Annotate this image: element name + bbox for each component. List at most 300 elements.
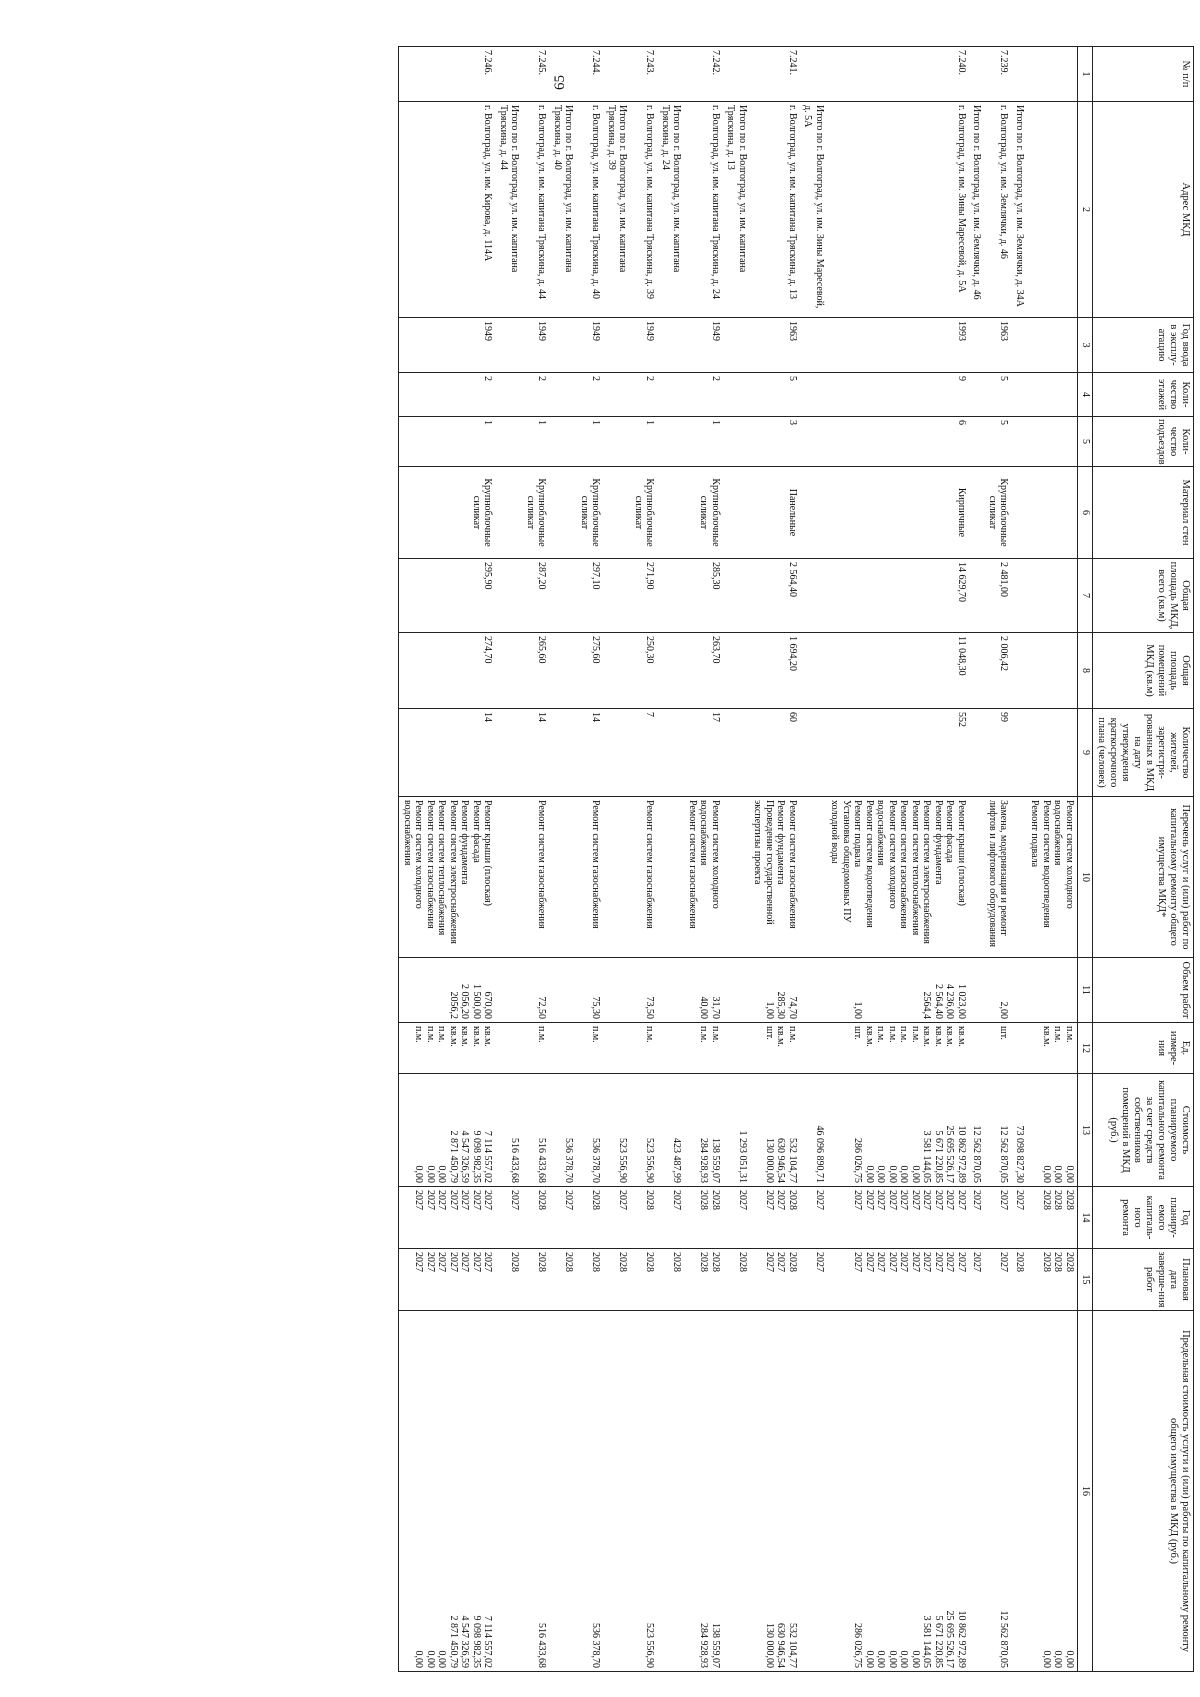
- cell-year-plan-line: 2027: [764, 1190, 775, 1210]
- total-row: [723, 47, 750, 1672]
- cell-entrances: [969, 417, 985, 467]
- table-row: [523, 47, 550, 1672]
- cell-cost-line: 0,00: [1041, 1165, 1052, 1183]
- cell-max-cost-line: 0,00: [1041, 1650, 1052, 1668]
- cell-entrances: [550, 417, 577, 467]
- cell-area-total: [496, 559, 523, 633]
- cell-cost: [604, 1074, 631, 1187]
- cell-residents: 14: [577, 709, 604, 797]
- cell-date-end-line: 2027: [448, 1252, 459, 1272]
- cell-cost-line: 2 871 450,79: [448, 1130, 459, 1183]
- cell-unit-line: шт.: [852, 1026, 864, 1040]
- cell-volume: [969, 958, 985, 1023]
- cell-year: 1949: [399, 318, 496, 373]
- cell-date-end: [985, 1249, 1012, 1311]
- cell-floors: 2: [399, 373, 496, 417]
- cell-volume-line: 2,00: [998, 1001, 1010, 1019]
- cell-works: [496, 797, 523, 958]
- col-number-4: 4: [1078, 373, 1093, 417]
- cell-date-end-line: 2027: [775, 1252, 787, 1272]
- col-number-2: 2: [1078, 102, 1093, 318]
- cell-max-cost-line: 25 695 526,17: [944, 1610, 956, 1668]
- cell-material: Кирпичные: [827, 467, 969, 559]
- cell-volume: [800, 958, 827, 1023]
- cell-works: [685, 797, 724, 958]
- col-number-16: 16: [1078, 1311, 1093, 1672]
- cell-num: 7.241.: [750, 47, 800, 102]
- cell-date-end-line: 2027: [971, 1252, 983, 1272]
- cell-year: 1949: [631, 318, 658, 373]
- cell-works-line: Ремонт систем холодного водоснабжения: [402, 800, 425, 909]
- cell-date-end: [1027, 1249, 1078, 1311]
- cell-entrances: 5: [985, 417, 1012, 467]
- cell-address: г. Волгоград, ул. им. Землячки, д. 46: [985, 102, 1012, 318]
- cell-date-end-line: 2028: [1041, 1252, 1052, 1272]
- cell-unit-line: п.м.: [1052, 1026, 1064, 1043]
- cell-date-end-line: 2028: [644, 1252, 656, 1272]
- cell-material: Крупноблочные силикат: [523, 467, 550, 559]
- cell-volume-line: [910, 961, 922, 1019]
- cell-cost-line: 516 433,68: [509, 1138, 521, 1183]
- cell-max-cost-line: 0,00: [875, 1650, 887, 1668]
- cell-year-plan-line: 2027: [921, 1190, 933, 1210]
- cell-works: [750, 797, 800, 958]
- cell-works-line: Ремонт систем холодного водоснабжения: [698, 800, 721, 909]
- cell-volume: [750, 958, 800, 1023]
- cell-max-cost-line: 7 114 557,02: [482, 1615, 494, 1668]
- cell-year: [550, 318, 577, 373]
- cell-volume-line: 1 500,00: [471, 984, 482, 1019]
- cell-works: [604, 797, 631, 958]
- cell-area-total: [550, 559, 577, 633]
- cell-floors: [604, 373, 631, 417]
- cell-year-plan-line: 2027: [864, 1190, 875, 1210]
- cell-entrances: [1012, 417, 1028, 467]
- cell-year-plan-line: 2027: [563, 1190, 575, 1210]
- cell-year-plan: [685, 1187, 724, 1249]
- cell-date-end: [969, 1249, 985, 1311]
- header-col-8: Общая площадь помещений МКД (кв.м): [1093, 633, 1194, 709]
- cell-works-line: Ремонт фундамента: [775, 800, 787, 885]
- cell-unit: [1027, 1023, 1078, 1074]
- cell-entrances: [496, 417, 523, 467]
- cell-cost-line: 4 547 326,59: [459, 1130, 471, 1183]
- cell-floors: 2: [631, 373, 658, 417]
- cell-works: [631, 797, 658, 958]
- cell-unit-line: п.м.: [710, 1026, 721, 1043]
- cell-date-end-line: 2027: [764, 1252, 775, 1272]
- cell-date-end-line: 2028: [590, 1252, 602, 1272]
- cell-unit-line: п.м.: [1064, 1026, 1075, 1043]
- cell-max-cost-line: 0,00: [898, 1650, 910, 1668]
- cell-volume: [604, 958, 631, 1023]
- cell-cost-line: 0,00: [436, 1165, 448, 1183]
- cell-area-total: 297,10: [577, 559, 604, 633]
- cell-unit: [399, 1023, 496, 1074]
- cell-year-plan-line: 2027: [509, 1190, 521, 1210]
- cell-date-end-line: 2028: [1014, 1252, 1025, 1272]
- cell-year-plan: [827, 1187, 969, 1249]
- cell-date-end-line: 2027: [852, 1252, 864, 1272]
- cell-year-plan-line: 2027: [737, 1190, 748, 1210]
- cell-max-cost-line: 516 433,68: [536, 1623, 548, 1668]
- cell-unit-line: п.м.: [644, 1026, 656, 1043]
- cell-address: Итого по г. Волгоград, ул. им. капитана Тряскина, д. 39: [604, 102, 631, 318]
- cell-cost-line: 516 433,68: [536, 1138, 548, 1183]
- cell-date-end: [658, 1249, 685, 1311]
- cell-date-end-line: 2027: [898, 1252, 910, 1272]
- cell-address: Итого по г. Волгоград, ул. им. капитана Тряскина, д. 40: [550, 102, 577, 318]
- cell-num: 7.240.: [827, 47, 969, 102]
- cell-year-plan-line: 2027: [910, 1190, 921, 1210]
- cell-year-plan-line: 2027: [971, 1190, 983, 1210]
- cell-cost-line: 9 098 982,35: [471, 1130, 482, 1183]
- cell-area-total: 287,20: [523, 559, 550, 633]
- cell-year-plan: [723, 1187, 750, 1249]
- cell-works: [985, 797, 1012, 958]
- cell-area-rooms: [550, 633, 577, 709]
- cell-unit-line: п.м.: [898, 1026, 910, 1043]
- cell-year-plan-line: 2027: [933, 1190, 944, 1210]
- cell-num: 7.243.: [631, 47, 658, 102]
- cell-date-end: [750, 1249, 800, 1311]
- cell-address: г. Волгоград, ул. им. капитана Тряскина, д. 44: [523, 102, 550, 318]
- cell-floors: [1012, 373, 1028, 417]
- cell-cost: [969, 1074, 985, 1187]
- cell-works-line: Ремонт фундамента: [933, 800, 944, 885]
- col-number-12: 12: [1078, 1023, 1093, 1074]
- cell-date-end: [399, 1249, 496, 1311]
- cell-max-cost: [1027, 1311, 1078, 1672]
- table-row: [750, 47, 800, 1672]
- cell-date-end-line: 2028: [787, 1252, 798, 1272]
- cell-volume-line: 2 056,20: [459, 984, 471, 1019]
- cell-max-cost-line: 12 562 870,05: [998, 1610, 1010, 1668]
- cell-cost: [723, 1074, 750, 1187]
- cell-cost-line: 0,00: [887, 1165, 898, 1183]
- cell-date-end: [577, 1249, 604, 1311]
- cell-cost-line: 7 114 557,02: [482, 1130, 494, 1183]
- cell-cost-line: 10 862 972,89: [956, 1125, 967, 1183]
- cell-date-end-line: 2028: [617, 1252, 629, 1272]
- cell-material: [1012, 467, 1028, 559]
- cell-max-cost: [399, 1311, 496, 1672]
- cell-num: [550, 47, 577, 102]
- cell-max-cost: [1012, 1311, 1028, 1672]
- cell-unit: [969, 1023, 985, 1074]
- cell-date-end: [604, 1249, 631, 1311]
- cell-date-end: [685, 1249, 724, 1311]
- cell-area-rooms: 2 006,42: [985, 633, 1012, 709]
- cell-volume: [577, 958, 604, 1023]
- cell-max-cost: [985, 1311, 1012, 1672]
- cell-year: [496, 318, 523, 373]
- cell-volume-line: [887, 961, 899, 1019]
- cell-cost-line: 423 487,99: [671, 1138, 683, 1183]
- cell-works-line: Ремонт подвала: [852, 800, 864, 868]
- col-number-5: 5: [1078, 417, 1093, 467]
- header-col-12: Ед. измере-ния: [1093, 1023, 1194, 1074]
- cell-year: 1949: [523, 318, 550, 373]
- cell-cost: [750, 1074, 800, 1187]
- cell-unit: [723, 1023, 750, 1074]
- cell-unit: [800, 1023, 827, 1074]
- cell-cost: [631, 1074, 658, 1187]
- cell-cost-line: 0,00: [1052, 1165, 1064, 1183]
- cell-works-line: Ремонт систем газоснабжения: [425, 800, 436, 929]
- cell-year-plan: [577, 1187, 604, 1249]
- cell-volume-line: 73,50: [644, 996, 656, 1019]
- cell-address: г. Волгоград, ул. им. капитана Тряскина, д. 40: [577, 102, 604, 318]
- total-row: [550, 47, 577, 1672]
- cell-unit-line: п.м.: [436, 1026, 448, 1043]
- cell-cost-line: 536 378,70: [563, 1138, 575, 1183]
- cell-area-total: [604, 559, 631, 633]
- cell-works-line: Ремонт систем газоснабжения: [590, 800, 602, 929]
- cell-unit: [550, 1023, 577, 1074]
- cell-unit-line: кв.м.: [864, 1026, 875, 1047]
- cell-year-plan: [800, 1187, 827, 1249]
- cell-unit-line: п.м.: [590, 1026, 602, 1043]
- cell-year-plan-line: 2027: [775, 1190, 787, 1210]
- total-row: [800, 47, 827, 1672]
- cell-max-cost-line: 0,00: [413, 1650, 425, 1668]
- cell-unit-line: шт.: [764, 1026, 775, 1040]
- cell-year-plan-line: 2028: [1052, 1190, 1064, 1210]
- cell-area-rooms: [1012, 633, 1028, 709]
- cell-year-plan-line: 2027: [1014, 1190, 1025, 1210]
- cell-address: г. Волгоград, ул. им. капитана Тряскина, д. 13: [750, 102, 800, 318]
- cell-entrances: 1: [399, 417, 496, 467]
- cell-max-cost-line: 0,00: [1052, 1650, 1064, 1668]
- header-row: [1093, 47, 1194, 1672]
- cell-unit: [496, 1023, 523, 1074]
- cell-num: 7.242.: [685, 47, 724, 102]
- cell-volume-line: [864, 961, 876, 1019]
- cell-date-end-line: 2027: [471, 1252, 482, 1272]
- cell-cost-line: 138 559,07: [710, 1138, 721, 1183]
- cell-max-cost-line: 0,00: [1064, 1650, 1075, 1668]
- cell-year-plan: [496, 1187, 523, 1249]
- cell-address: г. Волгоград, ул. им. Кирова, д. 114А: [399, 102, 496, 318]
- cell-area-rooms: 263,70: [685, 633, 724, 709]
- cell-year-plan: [604, 1187, 631, 1249]
- cell-cost-line: 0,00: [413, 1165, 425, 1183]
- cell-date-end: [723, 1249, 750, 1311]
- cell-area-total: [1027, 559, 1078, 633]
- cell-year-plan: [1012, 1187, 1028, 1249]
- cell-max-cost: [550, 1311, 577, 1672]
- cell-unit: [750, 1023, 800, 1074]
- table-row: [827, 47, 969, 1672]
- cell-floors: 5: [750, 373, 800, 417]
- cell-works-line: Ремонт подвала: [1029, 800, 1041, 868]
- cell-volume-line: 2 564,40: [933, 984, 944, 1019]
- cell-year-plan-line: 2027: [814, 1190, 825, 1210]
- cell-unit-line: кв.м.: [459, 1026, 471, 1047]
- cell-date-end-line: 2027: [482, 1252, 494, 1272]
- cell-date-end-line: 2027: [875, 1252, 887, 1272]
- cell-volume-line: [413, 961, 425, 1019]
- total-row: [604, 47, 631, 1672]
- cell-works-line: Ремонт систем электроснабжения: [921, 800, 933, 944]
- cell-year-plan-line: 2027: [998, 1190, 1010, 1210]
- cell-address: г. Волгоград, ул. им. Зины Маресевой, д. 5А: [827, 102, 969, 318]
- header-col-6: Материал стен: [1093, 467, 1194, 559]
- cell-year-plan-line: 2027: [482, 1190, 494, 1210]
- cell-unit-line: кв.м.: [471, 1026, 482, 1047]
- cell-area-rooms: [1027, 633, 1078, 709]
- cell-max-cost-line: 4 547 326,59: [459, 1615, 471, 1668]
- cell-date-end-line: 2028: [737, 1252, 748, 1272]
- header-col-4: Коли-чество этажей: [1093, 373, 1194, 417]
- cell-cost-line: 1 293 051,31: [737, 1130, 748, 1183]
- cell-year-plan-line: 2028: [1064, 1190, 1075, 1210]
- cell-cost: [1012, 1074, 1028, 1187]
- cell-cost: [658, 1074, 685, 1187]
- cell-works: [658, 797, 685, 958]
- cell-volume: [658, 958, 685, 1023]
- cell-residents: 552: [827, 709, 969, 797]
- cell-works: [969, 797, 985, 958]
- cell-material: Крупноблочные силикат: [631, 467, 658, 559]
- cell-num: 7.244.: [577, 47, 604, 102]
- header-col-10: Перечень услуг и (или) работ по капитальному ремонту общего имущества МКД*: [1093, 797, 1194, 958]
- header-col-5: Коли-чество подъездов: [1093, 417, 1194, 467]
- cell-num: [1027, 47, 1078, 102]
- cell-max-cost-line: 0,00: [436, 1650, 448, 1668]
- cell-year-plan-line: 2027: [944, 1190, 956, 1210]
- header-col-7: Общая площадь МКД, всего (кв.м): [1093, 559, 1194, 633]
- cell-cost: [550, 1074, 577, 1187]
- cell-works-line: Ремонт систем холодного водоснабжения: [1052, 800, 1075, 909]
- cell-floors: 2: [685, 373, 724, 417]
- cell-residents: [723, 709, 750, 797]
- cell-material: [1027, 467, 1078, 559]
- table-row: [399, 47, 496, 1672]
- header-col-11: Объем работ: [1093, 958, 1194, 1023]
- cell-volume-line: 1 023,00: [956, 984, 967, 1019]
- cell-year-plan-line: 2028: [536, 1190, 548, 1210]
- cell-works-line: Ремонт крыши (плоская): [482, 800, 494, 906]
- repair-plan-table: [399, 46, 1195, 1672]
- cell-date-end-line: 2027: [998, 1252, 1010, 1272]
- cell-date-end: [1012, 1249, 1028, 1311]
- cell-volume-line: [898, 961, 910, 1019]
- cell-date-end-line: 2028: [698, 1252, 710, 1272]
- cell-date-end-line: 2028: [563, 1252, 575, 1272]
- cell-max-cost-line: 3 581 144,05: [921, 1615, 933, 1668]
- cell-date-end-line: 2028: [1052, 1252, 1064, 1272]
- cell-volume: [985, 958, 1012, 1023]
- cell-works-line: Установка общедомовых ПУ холодной воды: [829, 800, 852, 923]
- cell-year-plan-line: 2028: [590, 1190, 602, 1210]
- cell-cost-line: 25 695 526,17: [944, 1125, 956, 1183]
- cell-residents: [969, 709, 985, 797]
- cell-cost-line: 523 556,90: [644, 1138, 656, 1183]
- cell-date-end: [550, 1249, 577, 1311]
- cell-entrances: 6: [827, 417, 969, 467]
- cell-max-cost-line: 284 928,93: [698, 1623, 710, 1668]
- cell-cost: [577, 1074, 604, 1187]
- cell-area-total: 285,30: [685, 559, 724, 633]
- cell-date-end: [523, 1249, 550, 1311]
- cell-year-plan: [985, 1187, 1012, 1249]
- cell-cost-line: 630 946,54: [775, 1138, 787, 1183]
- cell-year-plan-line: 2028: [644, 1190, 656, 1210]
- cell-material: [969, 467, 985, 559]
- cell-volume: [685, 958, 724, 1023]
- cell-unit: [985, 1023, 1012, 1074]
- cell-num: 7.246.: [399, 47, 496, 102]
- cell-volume-line: 285,30: [775, 991, 787, 1019]
- cell-floors: [800, 373, 827, 417]
- cell-works-line: Ремонт фасада: [944, 800, 956, 863]
- cell-unit-line: кв.м.: [448, 1026, 459, 1047]
- cell-year-plan: [750, 1187, 800, 1249]
- cell-year-plan-line: 2027: [852, 1190, 864, 1210]
- cell-cost-line: 12 562 870,05: [998, 1125, 1010, 1183]
- cell-max-cost: [496, 1311, 523, 1672]
- cell-entrances: [723, 417, 750, 467]
- cell-entrances: [1027, 417, 1078, 467]
- cell-year: [658, 318, 685, 373]
- cell-date-end-line: 2027: [814, 1252, 825, 1272]
- cell-cost: [399, 1074, 496, 1187]
- cell-entrances: [800, 417, 827, 467]
- cell-max-cost-line: 0,00: [887, 1650, 898, 1668]
- cell-address: Итого по г. Волгоград, ул. им. Землячки, д. 46: [969, 102, 985, 318]
- cell-cost: [1027, 1074, 1078, 1187]
- cell-year-plan: [631, 1187, 658, 1249]
- cell-volume-line: 2056,2: [448, 991, 459, 1019]
- col-number-9: 9: [1078, 709, 1093, 797]
- cell-num: [658, 47, 685, 102]
- cell-unit-line: п.м.: [413, 1026, 425, 1043]
- cell-works-line: Ремонт фундамента: [459, 800, 471, 885]
- cell-works-line: Ремонт крыши (плоская): [956, 800, 967, 906]
- cell-num: 7.245.: [523, 47, 550, 102]
- total-row: [1012, 47, 1028, 1672]
- cell-cost: [685, 1074, 724, 1187]
- header-col-15: Плановая дата заверше-ния работ: [1093, 1249, 1194, 1311]
- cell-works: [1012, 797, 1028, 958]
- col-number-13: 13: [1078, 1074, 1093, 1187]
- cell-date-end-line: 2027: [910, 1252, 921, 1272]
- cell-works: [550, 797, 577, 958]
- cell-area-total: 2 481,00: [985, 559, 1012, 633]
- cell-area-rooms: 1 694,20: [750, 633, 800, 709]
- cell-area-total: 2 564,40: [750, 559, 800, 633]
- cell-cost-line: 3 581 144,05: [921, 1130, 933, 1183]
- cell-area-total: [723, 559, 750, 633]
- cell-year-plan-line: 2027: [425, 1190, 436, 1210]
- cell-residents: [604, 709, 631, 797]
- cell-num: 7.239.: [985, 47, 1012, 102]
- cell-year-plan-line: 2027: [956, 1190, 967, 1210]
- cell-max-cost-line: 523 556,90: [644, 1623, 656, 1668]
- cell-works-line: Ремонт систем водоотведения: [1041, 800, 1052, 928]
- cell-works-line: Проведение государственной экспертизы проекта: [752, 800, 775, 925]
- cell-num: [604, 47, 631, 102]
- cell-unit: [827, 1023, 969, 1074]
- cell-cost-line: 5 671 220,85: [933, 1130, 944, 1183]
- table-row: [1027, 47, 1078, 1672]
- cell-address: Итого по г. Волгоград, ул. им. капитана Тряскина, д. 44: [496, 102, 523, 318]
- cell-unit-line: кв.м.: [956, 1026, 967, 1047]
- cell-cost-line: 73 098 827,30: [1014, 1125, 1025, 1183]
- cell-area-rooms: [723, 633, 750, 709]
